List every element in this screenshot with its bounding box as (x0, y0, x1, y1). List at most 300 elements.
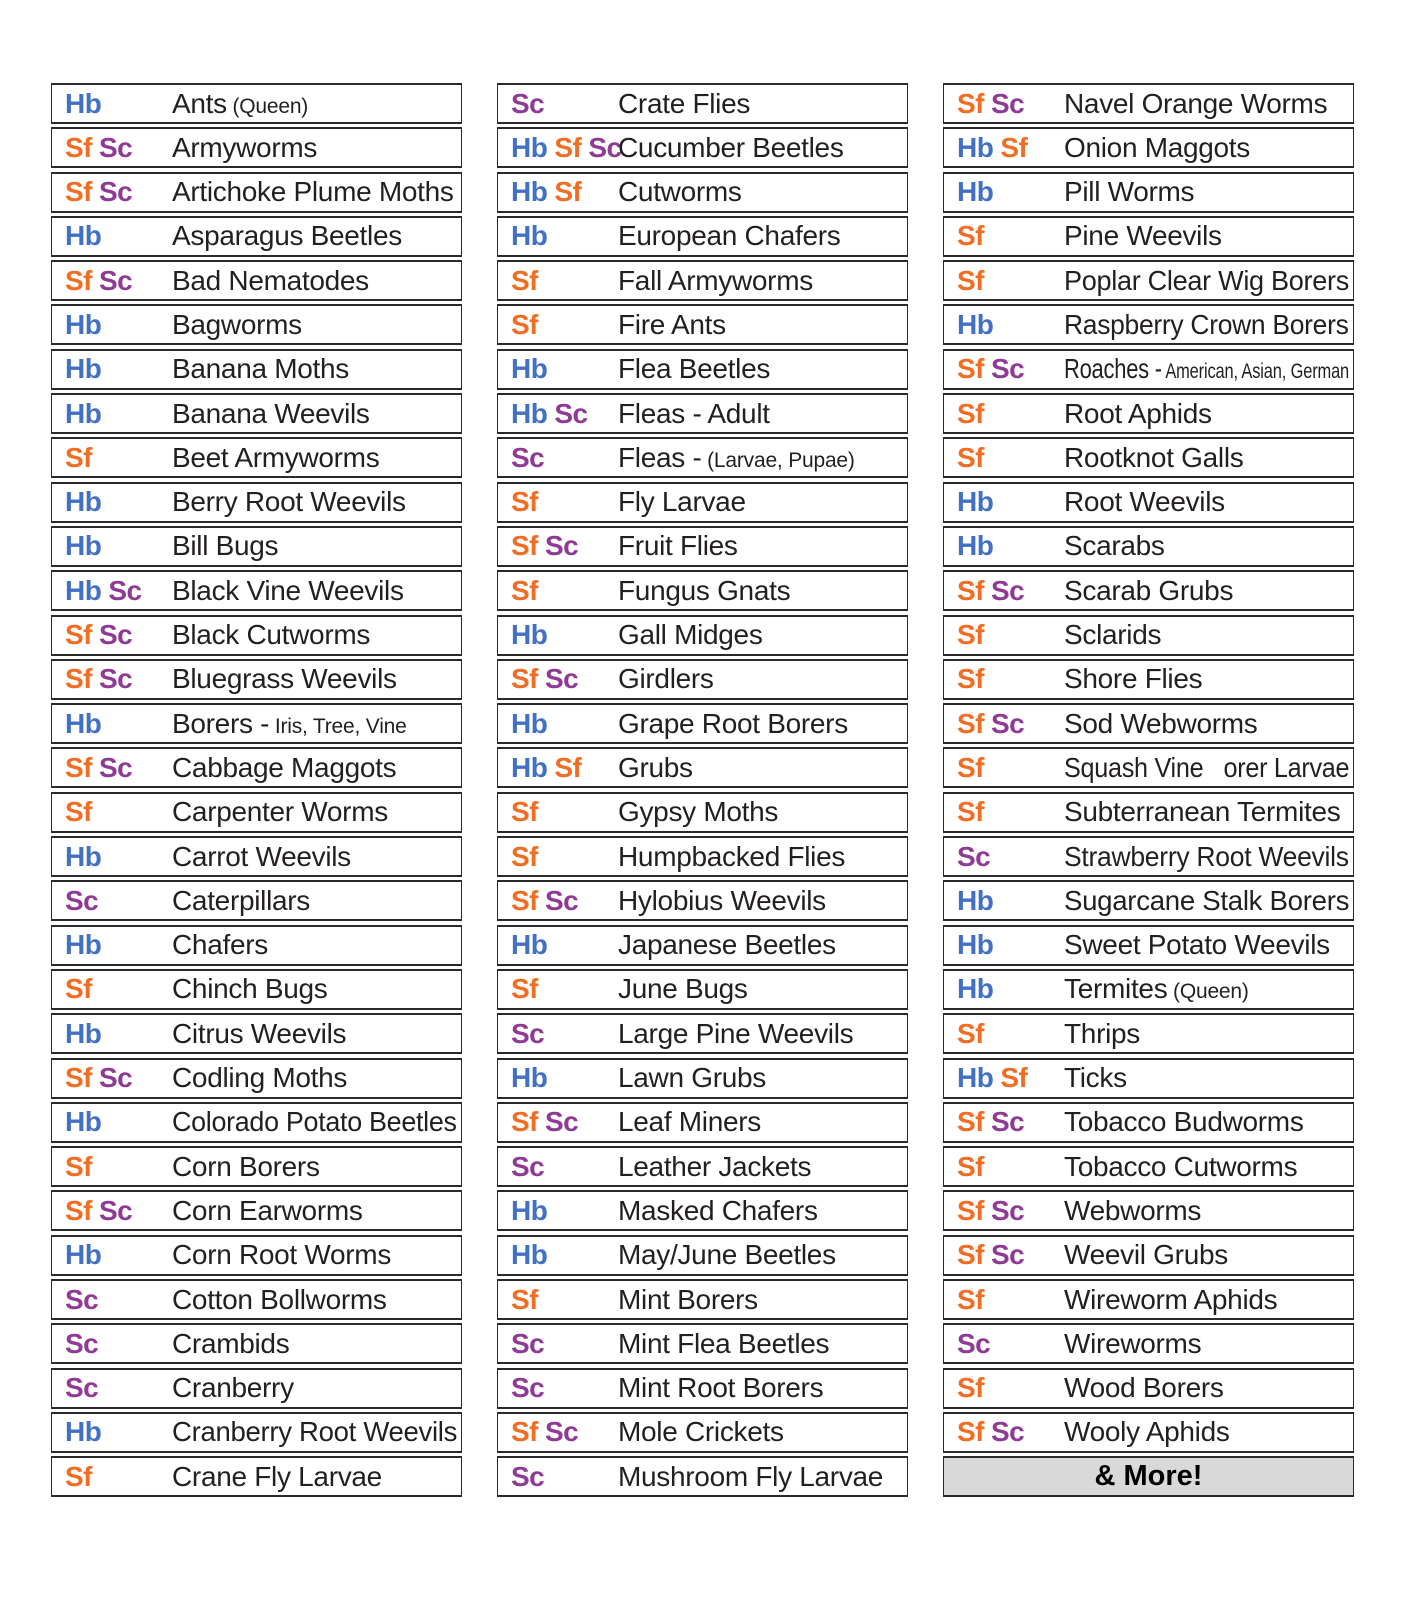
code-sf-badge: Sf (511, 973, 538, 1005)
code-badges (511, 796, 618, 828)
pest-row (943, 1412, 1354, 1453)
code-hb-badge: Hb (957, 308, 994, 340)
code-badges (957, 132, 1064, 164)
pest-name: Wireworm Aphids (1064, 1283, 1278, 1315)
code-sf-badge: Sf (957, 264, 984, 296)
pest-row (943, 172, 1354, 213)
pest-row (943, 216, 1354, 257)
pest-name: Bluegrass Weevils (172, 663, 397, 695)
code-badges (65, 1062, 172, 1094)
code-badges (957, 752, 1064, 784)
pest-row (943, 880, 1354, 921)
code-badges (957, 1106, 1064, 1138)
code-badges (65, 575, 172, 607)
code-badges (511, 530, 618, 562)
code-badges (957, 1195, 1064, 1227)
code-badges (65, 619, 172, 651)
pest-row (497, 1102, 908, 1143)
code-badges (511, 486, 618, 518)
code-sc-badge: Sc (511, 1017, 545, 1049)
code-badges (957, 88, 1064, 120)
pest-row (51, 216, 462, 257)
pest-row (497, 1013, 908, 1054)
pest-row (943, 703, 1354, 744)
code-badges (511, 176, 618, 208)
code-hb-badge: Hb (511, 220, 548, 252)
code-sf-badge: Sf (65, 131, 92, 163)
code-badges (511, 1372, 618, 1404)
code-badges (957, 708, 1064, 740)
pest-name: Wooly Aphids (1064, 1416, 1230, 1448)
code-badges (957, 796, 1064, 828)
pest-row (497, 1323, 908, 1364)
pest-row (497, 83, 908, 124)
code-hb-badge: Hb (511, 131, 548, 163)
pest-row (943, 570, 1354, 611)
pest-row (497, 747, 908, 788)
code-badges (65, 176, 172, 208)
pest-name: Mushroom Fly Larvae (618, 1460, 884, 1492)
code-badges (65, 752, 172, 784)
pest-name: Mint Borers (618, 1283, 758, 1315)
code-badges (957, 929, 1064, 961)
code-badges (65, 1416, 172, 1448)
pest-name: Poplar Clear Wig Borers (1064, 264, 1349, 296)
code-badges (957, 1416, 1064, 1448)
code-badges (65, 265, 172, 297)
code-sf-badge: Sf (957, 1017, 984, 1049)
code-sf-badge: Sf (65, 264, 92, 296)
code-sf-badge: Sf (957, 1416, 984, 1448)
code-sf-badge: Sf (957, 751, 984, 783)
pest-name: Root Weevils (1064, 486, 1225, 518)
pest-name: Corn Root Worms (172, 1239, 392, 1271)
pest-name: Sod Webworms (1064, 707, 1258, 739)
code-badges (65, 1106, 172, 1138)
code-sf-badge: Sf (957, 619, 984, 651)
code-sf-badge: Sf (554, 131, 582, 163)
pest-name: Berry Root Weevils (172, 486, 406, 518)
pest-name: Grape Root Borers (618, 707, 848, 739)
code-sc-badge: Sc (545, 884, 579, 916)
code-badges (957, 1018, 1064, 1050)
pest-name: Banana Moths (172, 353, 349, 385)
pest-name: Bad Nematodes (172, 264, 369, 296)
code-badges (957, 442, 1064, 474)
code-sf-badge: Sf (65, 1194, 92, 1226)
code-hb-badge: Hb (65, 87, 102, 119)
code-sf-badge: Sf (957, 397, 984, 429)
code-sf-badge: Sf (957, 220, 984, 252)
pest-name: Masked Chafers (618, 1194, 818, 1226)
code-sf-badge: Sf (511, 840, 538, 872)
pest-row (943, 304, 1354, 345)
code-sf-badge: Sf (65, 619, 92, 651)
code-hb-badge: Hb (511, 397, 548, 429)
pest-row (943, 659, 1354, 700)
code-sf-badge: Sf (554, 751, 582, 783)
code-sc-badge: Sc (511, 441, 545, 473)
code-hb-badge: Hb (511, 176, 548, 208)
pest-row (51, 393, 462, 434)
pest-name: Webworms (1064, 1194, 1202, 1226)
code-hb-badge: Hb (957, 973, 994, 1005)
pest-name: Carrot Weevils (172, 840, 351, 872)
code-sf-badge: Sf (65, 973, 92, 1005)
code-badges (65, 1284, 172, 1316)
code-badges (65, 88, 172, 120)
pest-name-sub: Iris, Tree, Vine (269, 714, 407, 738)
pest-row (497, 1146, 908, 1187)
pest-row (51, 1190, 462, 1231)
pest-name: Girdlers (618, 663, 714, 695)
pest-row (497, 880, 908, 921)
code-hb-badge: Hb (65, 707, 102, 739)
code-hb-badge: Hb (957, 131, 994, 163)
code-badges (65, 220, 172, 252)
pest-name: Codling Moths (172, 1062, 348, 1094)
code-badges (65, 353, 172, 385)
pest-name: Corn Borers (172, 1150, 320, 1182)
pest-row (943, 969, 1354, 1010)
code-badges (957, 575, 1064, 607)
pest-row (943, 1146, 1354, 1187)
code-badges (65, 708, 172, 740)
code-sc-badge: Sc (545, 663, 579, 695)
pest-name: Flea Beetles (618, 353, 771, 385)
code-sc-badge: Sc (991, 707, 1025, 739)
pest-row (943, 1058, 1354, 1099)
pest-name: Fire Ants (618, 308, 726, 340)
code-badges (957, 1328, 1064, 1360)
code-badges (65, 398, 172, 430)
pest-name: Tobacco Cutworms (1064, 1150, 1298, 1182)
code-badges (65, 132, 172, 164)
pest-row (943, 925, 1354, 966)
code-sf-badge: Sf (957, 1106, 984, 1138)
pest-name: Pine Weevils (1064, 220, 1222, 252)
pest-row (497, 1279, 908, 1320)
pest-name: Tobacco Budworms (1064, 1106, 1304, 1138)
code-sf-badge: Sf (957, 796, 984, 828)
code-sc-badge: Sc (99, 663, 133, 695)
pest-name: Wood Borers (1064, 1372, 1224, 1404)
code-sc-badge: Sc (545, 1416, 579, 1448)
pest-name: May/June Beetles (618, 1239, 836, 1271)
code-sf-badge: Sf (957, 1150, 984, 1182)
pest-row (497, 172, 908, 213)
code-badges (511, 1416, 618, 1448)
pest-name: Artichoke Plume Moths (172, 176, 454, 208)
code-sf-badge: Sf (957, 1283, 984, 1315)
pest-row (497, 836, 908, 877)
pest-row (51, 482, 462, 523)
pest-row (497, 127, 908, 168)
pest-name: Onion Maggots (1064, 131, 1250, 163)
code-hb-badge: Hb (65, 840, 102, 872)
code-badges (65, 486, 172, 518)
pest-row (943, 747, 1354, 788)
code-hb-badge: Hb (65, 308, 102, 340)
pest-row (497, 1412, 908, 1453)
code-sc-badge: Sc (511, 1372, 545, 1404)
pest-name: Gall Midges (618, 619, 763, 651)
pest-name: Sugarcane Stalk Borers (1064, 884, 1350, 916)
pest-name: Mint Flea Beetles (618, 1327, 830, 1359)
code-hb-badge: Hb (511, 353, 548, 385)
code-badges (65, 1328, 172, 1360)
code-badges (957, 619, 1064, 651)
pest-row (51, 570, 462, 611)
code-badges (511, 353, 618, 385)
code-sf-badge: Sf (957, 87, 984, 119)
pest-row (51, 615, 462, 656)
pest-column-3 (943, 83, 1354, 1501)
code-hb-badge: Hb (511, 751, 548, 783)
pest-row (51, 1368, 462, 1409)
code-sf-badge: Sf (65, 1460, 92, 1492)
pest-name: Shore Flies (1064, 663, 1203, 695)
code-sc-badge: Sc (554, 397, 588, 429)
pest-name: Lawn Grubs (618, 1062, 766, 1094)
code-badges (65, 530, 172, 562)
pest-name: Bill Bugs (172, 530, 279, 562)
code-hb-badge: Hb (957, 929, 994, 961)
code-sc-badge: Sc (99, 131, 133, 163)
pest-name: Sclarids (1064, 619, 1162, 651)
code-badges (511, 88, 618, 120)
code-badges (511, 1461, 618, 1493)
pest-row (497, 659, 908, 700)
pest-row (497, 925, 908, 966)
code-sf-badge: Sf (511, 264, 538, 296)
code-sc-badge: Sc (99, 176, 133, 208)
pest-row (943, 526, 1354, 567)
pest-name: Fly Larvae (618, 486, 746, 518)
pest-column-1 (51, 83, 462, 1501)
code-badges (511, 131, 622, 164)
pest-row (51, 437, 462, 478)
pest-row (51, 1235, 462, 1276)
pest-name: Grubs (618, 751, 693, 783)
code-badges (511, 752, 618, 784)
pest-row (497, 1235, 908, 1276)
pest-name: Root Aphids (1064, 397, 1212, 429)
code-sf-badge: Sf (957, 707, 984, 739)
code-badges (511, 1239, 618, 1271)
pest-name: Black Vine Weevils (172, 574, 404, 606)
pest-name: Carpenter Worms (172, 796, 388, 828)
pest-row (943, 83, 1354, 124)
pest-row (497, 1456, 908, 1497)
pest-name: Asparagus Beetles (172, 220, 402, 252)
pest-row (51, 172, 462, 213)
code-badges (65, 663, 172, 695)
pest-name: Beet Armyworms (172, 441, 380, 473)
pest-row (51, 836, 462, 877)
pest-name: Armyworms (172, 131, 318, 163)
code-hb-badge: Hb (65, 220, 102, 252)
pest-name: Fungus Gnats (618, 574, 791, 606)
pest-row (943, 1368, 1354, 1409)
pest-name: Borers - Iris, Tree, Vine (172, 707, 407, 739)
code-sc-badge: Sc (511, 1327, 545, 1359)
pest-row (51, 260, 462, 301)
code-badges (511, 442, 618, 474)
pest-row (497, 260, 908, 301)
code-sf-badge: Sf (511, 884, 538, 916)
code-hb-badge: Hb (957, 530, 994, 562)
code-sf-badge: Sf (957, 663, 984, 695)
code-sc-badge: Sc (957, 840, 991, 872)
code-badges (65, 1372, 172, 1404)
code-badges (511, 841, 618, 873)
pest-name: Cucumber Beetles (618, 131, 844, 163)
pest-row (497, 482, 908, 523)
code-badges (65, 1239, 172, 1271)
code-sc-badge: Sc (588, 131, 622, 163)
code-sf-badge: Sf (65, 751, 92, 783)
pest-row (943, 349, 1354, 390)
pest-name: Bagworms (172, 308, 302, 340)
code-badges (511, 619, 618, 651)
code-badges (511, 1151, 618, 1183)
code-badges (65, 885, 172, 917)
pest-name: Fall Armyworms (618, 264, 813, 296)
code-badges (511, 929, 618, 961)
code-badges (957, 1239, 1064, 1271)
pest-row (497, 1058, 908, 1099)
pest-name: Roaches - American, Asian, German (1064, 353, 1350, 385)
pest-row (943, 1279, 1354, 1320)
pest-row (497, 393, 908, 434)
code-sc-badge: Sc (99, 1062, 133, 1094)
code-sf-badge: Sf (511, 1416, 538, 1448)
code-badges (957, 1372, 1064, 1404)
code-sc-badge: Sc (511, 1150, 545, 1182)
code-hb-badge: Hb (957, 486, 994, 518)
pest-row (497, 570, 908, 611)
pest-row (51, 703, 462, 744)
pest-name: Fleas - Adult (618, 397, 770, 429)
code-sc-badge: Sc (991, 1194, 1025, 1226)
code-sc-badge: Sc (991, 574, 1025, 606)
pest-row (51, 1146, 462, 1187)
pest-name: Termites (Queen) (1064, 973, 1249, 1005)
code-sf-badge: Sf (511, 530, 538, 562)
code-sf-badge: Sf (65, 663, 92, 695)
code-hb-badge: Hb (957, 1062, 994, 1094)
pest-row (943, 1323, 1354, 1364)
code-badges (957, 1284, 1064, 1316)
code-hb-badge: Hb (957, 176, 994, 208)
code-sc-badge: Sc (108, 574, 142, 606)
code-badges (511, 663, 618, 695)
code-badges (957, 885, 1064, 917)
pest-row (51, 127, 462, 168)
code-badges (957, 973, 1064, 1005)
code-sc-badge: Sc (65, 1283, 99, 1315)
pest-row (51, 526, 462, 567)
code-sf-badge: Sf (511, 308, 538, 340)
pest-name: Fruit Flies (618, 530, 738, 562)
pest-row (497, 349, 908, 390)
code-hb-badge: Hb (65, 1416, 102, 1448)
pest-name: Strawberry Root Weevils (1064, 840, 1349, 872)
pest-name: Black Cutworms (172, 619, 371, 651)
code-sc-badge: Sc (65, 884, 99, 916)
pest-name: Leather Jackets (618, 1150, 812, 1182)
pest-name-sub: (Queen) (226, 94, 309, 118)
pest-row (51, 1058, 462, 1099)
pest-name-sub: American, Asian, German (1161, 360, 1350, 384)
code-hb-badge: Hb (65, 1239, 102, 1271)
code-sf-badge: Sf (957, 353, 984, 385)
pest-name: Humpbacked Flies (618, 840, 846, 872)
code-sf-badge: Sf (65, 796, 92, 828)
pest-row (497, 969, 908, 1010)
code-sc-badge: Sc (545, 530, 579, 562)
code-hb-badge: Hb (511, 619, 548, 651)
code-badges (65, 309, 172, 341)
code-badges (957, 398, 1064, 430)
code-sc-badge: Sc (99, 1194, 133, 1226)
pest-row (51, 659, 462, 700)
pest-name: Squash Vine orer Larvae (1064, 751, 1350, 783)
code-sc-badge: Sc (545, 1106, 579, 1138)
pest-name: June Bugs (618, 973, 748, 1005)
pest-row (51, 1323, 462, 1364)
code-badges (957, 353, 1064, 385)
pest-name: Banana Weevils (172, 397, 370, 429)
code-badges (511, 1018, 618, 1050)
code-badges (65, 1018, 172, 1050)
pest-row (51, 1279, 462, 1320)
pest-name: Subterranean Termites (1064, 796, 1341, 828)
pest-name-sub: (Queen) (1167, 980, 1249, 1004)
code-badges (957, 265, 1064, 297)
code-badges (957, 309, 1064, 341)
code-badges (511, 265, 618, 297)
pest-name: Cabbage Maggots (172, 751, 397, 783)
code-badges (65, 929, 172, 961)
pest-name: Citrus Weevils (172, 1017, 347, 1049)
pest-name: Caterpillars (172, 884, 310, 916)
code-hb-badge: Hb (65, 574, 102, 606)
code-badges (511, 575, 618, 607)
pest-row (51, 349, 462, 390)
code-hb-badge: Hb (65, 1017, 102, 1049)
pest-row (51, 925, 462, 966)
pest-name: Scarab Grubs (1064, 574, 1234, 606)
pest-row (497, 703, 908, 744)
pest-name: Mole Crickets (618, 1416, 784, 1448)
pest-name: Sweet Potato Weevils (1064, 929, 1330, 961)
pest-name: Hylobius Weevils (618, 884, 826, 916)
code-hb-badge: Hb (65, 486, 102, 518)
code-hb-badge: Hb (65, 929, 102, 961)
pest-name: Crate Flies (618, 87, 751, 119)
pest-row (497, 792, 908, 833)
pest-name: Mint Root Borers (618, 1372, 824, 1404)
code-sc-badge: Sc (991, 1106, 1025, 1138)
pest-name: Chafers (172, 929, 268, 961)
code-badges (65, 1195, 172, 1227)
code-badges (65, 442, 172, 474)
pest-name: Fleas - (Larvae, Pupae) (618, 441, 855, 473)
code-sc-badge: Sc (991, 353, 1025, 385)
pest-name: Japanese Beetles (618, 929, 836, 961)
